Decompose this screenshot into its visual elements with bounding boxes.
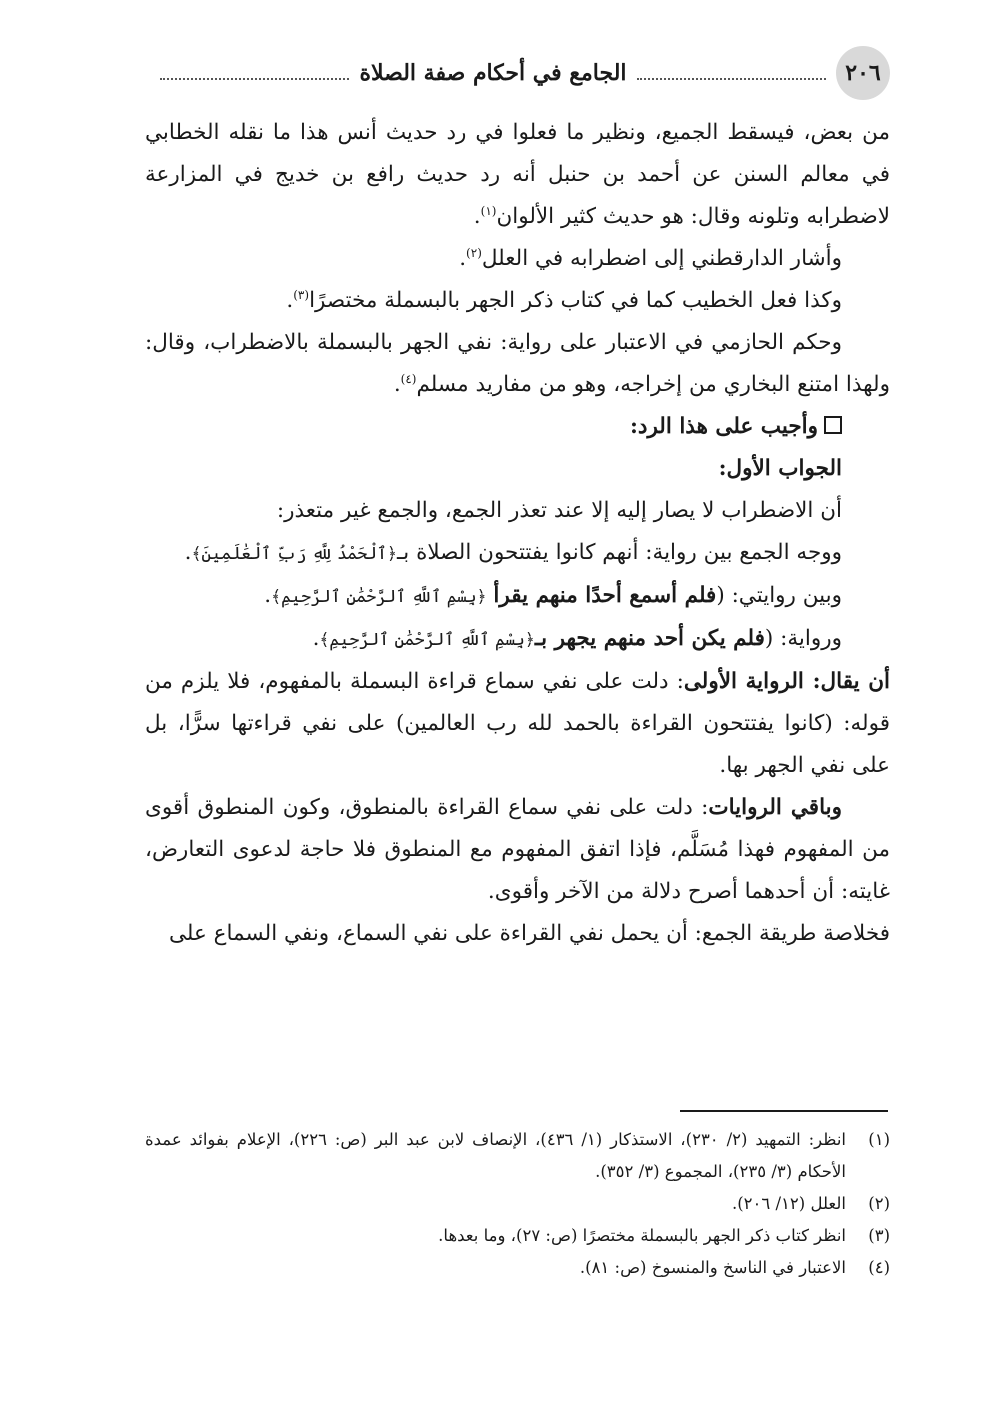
footnote-number: (٣): [868, 1226, 890, 1245]
paragraph-8-end: .: [312, 626, 320, 651]
quran-verse-hamd: ﴿ٱلْحَمْدُ لِلَّهِ رَبِّ ٱلْعَٰلَمِينَ﴾: [191, 544, 397, 564]
book-title: الجامع في أحكام صفة الصلاة: [359, 60, 627, 86]
paragraph-2-text: وأشار الدارقطني إلى اضطرابه في العلل: [481, 246, 842, 271]
paragraph-10-text: : دلت على نفي سماع القراءة بالمنطوق، وكون المنطوق أقوى من المفهوم فهذا مُسَلَّم، فإذا اتفق المفهوم مع المنطوق فلا حاجة لدعوى التعارض، غايته: أن أحدهما أصرح دلالة من الآخر وأقوى.: [145, 795, 890, 904]
header-dots-left: [160, 78, 349, 80]
header-dots-right: [637, 78, 826, 80]
footnote-ref-4[interactable]: (٤): [400, 371, 417, 386]
footnote-number: (٢): [868, 1194, 890, 1213]
paragraph-2-end: .: [459, 246, 467, 271]
paragraph-7-bold: فلم أسمع أحدًا منهم يقرأ: [493, 583, 717, 608]
paragraph-3-end: .: [286, 288, 294, 313]
paragraph-8-bold: فلم يكن أحد منهم يجهر بـ: [534, 626, 765, 651]
paragraph-11-text: فخلاصة طريقة الجمع: أن يحمل نفي القراءة على نفي السماع، ونفي السماع على: [168, 921, 890, 946]
quran-verse-basmala-1: ﴿بِسْمِ ٱللَّهِ ٱلرَّحْمَٰنِ ٱلرَّحِيمِ﴾: [271, 587, 487, 607]
footnote-text: انظر: التمهيد (٢/ ٢٣٠)، الاستذكار (١/ ٤٣٦)، الإنصاف لابن عبد البر (ص: ٢٢٦)، الإعلام بفوائد عمدة الأحكام (٣/ ٢٣٥)، المجموع (٣/ ٣٥٢).: [145, 1130, 847, 1181]
paragraph-9: [145, 661, 890, 787]
footnote-number: (١): [868, 1130, 890, 1149]
paragraph-2: [145, 238, 890, 280]
paragraph-1-end: .: [473, 204, 481, 229]
paragraph-7: [145, 575, 890, 618]
paragraph-6-text: ووجه الجمع بين رواية: أنهم كانوا يفتتحون الصلاة بـ: [396, 540, 842, 565]
paragraph-6: [145, 532, 890, 575]
paragraph-10-bold: وباقي الروايات: [708, 795, 842, 820]
footnote-4: [145, 1252, 890, 1284]
page-number-badge: [836, 46, 890, 100]
paragraph-8: [145, 618, 890, 661]
footnotes: [145, 1124, 890, 1284]
footnote-3: [145, 1220, 890, 1252]
paragraph-6-end: .: [184, 540, 192, 565]
footnote-text: العلل (١٢/ ٢٠٦).: [731, 1194, 846, 1213]
quran-verse-basmala-2: ﴿بِسْمِ ٱللَّهِ ٱلرَّحْمَٰنِ ٱلرَّحِيمِ﴾: [319, 630, 535, 650]
footnote-ref-3[interactable]: (٣): [293, 287, 310, 302]
paragraph-3-text: وكذا فعل الخطيب كما في كتاب ذكر الجهر بالبسملة مختصرًا: [309, 288, 842, 313]
paragraph-9-text: : دلت على نفي سماع قراءة البسملة بالمفهوم، فلا يلزم من قوله: (كانوا يفتتحون القراءة بالحمد لله رب العالمين) على نفي قراءتها سرًّا، بل على نفي الجهر بها.: [145, 669, 890, 778]
paragraph-9-bold: أن يقال: الرواية الأولى: [683, 669, 890, 694]
paragraph-5: [145, 490, 890, 532]
footnote-ref-2[interactable]: (٢): [466, 245, 482, 260]
footnote-ref-1[interactable]: (١): [480, 203, 497, 218]
paragraph-3: [145, 280, 890, 322]
footnote-1: [145, 1124, 890, 1188]
paragraph-4: [145, 322, 890, 406]
paragraph-10: [145, 787, 890, 913]
paragraph-7-end: .: [264, 583, 272, 608]
page-number: ٢٠٦: [845, 60, 881, 86]
paragraph-11: [145, 913, 890, 955]
footnote-text: انظر كتاب ذكر الجهر بالبسملة مختصرًا (ص: ٢٧)، وما بعدها.: [438, 1226, 846, 1245]
paragraph-1-text: من بعض، فيسقط الجميع، ونظير ما فعلوا في رد حديث أنس هذا ما نقله الخطابي في معالم السنن عن أحمد بن حنبل أنه رد حديث رافع بن خديج في المزارعة لاضطرابه وتلونه وقال: هو حديث كثير الألوان: [145, 120, 890, 229]
paragraph-1: [145, 112, 890, 238]
first-answer-heading: [145, 448, 890, 490]
first-answer-text: الجواب الأول:: [718, 456, 842, 481]
paragraph-8-text: ورواية: (: [764, 626, 842, 651]
paragraph-7-text: وبين روايتي: (: [716, 583, 842, 608]
paragraph-4-end: .: [393, 372, 401, 397]
footnote-number: (٤): [868, 1258, 890, 1277]
footnote-text: الاعتبار في الناسخ والمنسوخ (ص: ٨١).: [579, 1258, 846, 1277]
paragraph-4-text: وحكم الحازمي في الاعتبار على رواية: نفي الجهر بالبسملة بالاضطراب، وقال: ولهذا امتنع البخاري من إخراجه، وهو من مفاريد مسلم: [145, 330, 890, 397]
paragraph-5-text: أن الاضطراب لا يصار إليه إلا عند تعذر الجمع، والجمع غير متعذر:: [276, 498, 842, 523]
body-text: [145, 112, 890, 955]
reply-heading-text: وأجيب على هذا الرد:: [629, 414, 818, 439]
footnote-2: [145, 1188, 890, 1220]
page-header: [150, 44, 890, 102]
reply-heading: [145, 406, 890, 448]
footnote-separator: [680, 1110, 888, 1112]
checkbox-bullet-icon: [824, 416, 842, 434]
